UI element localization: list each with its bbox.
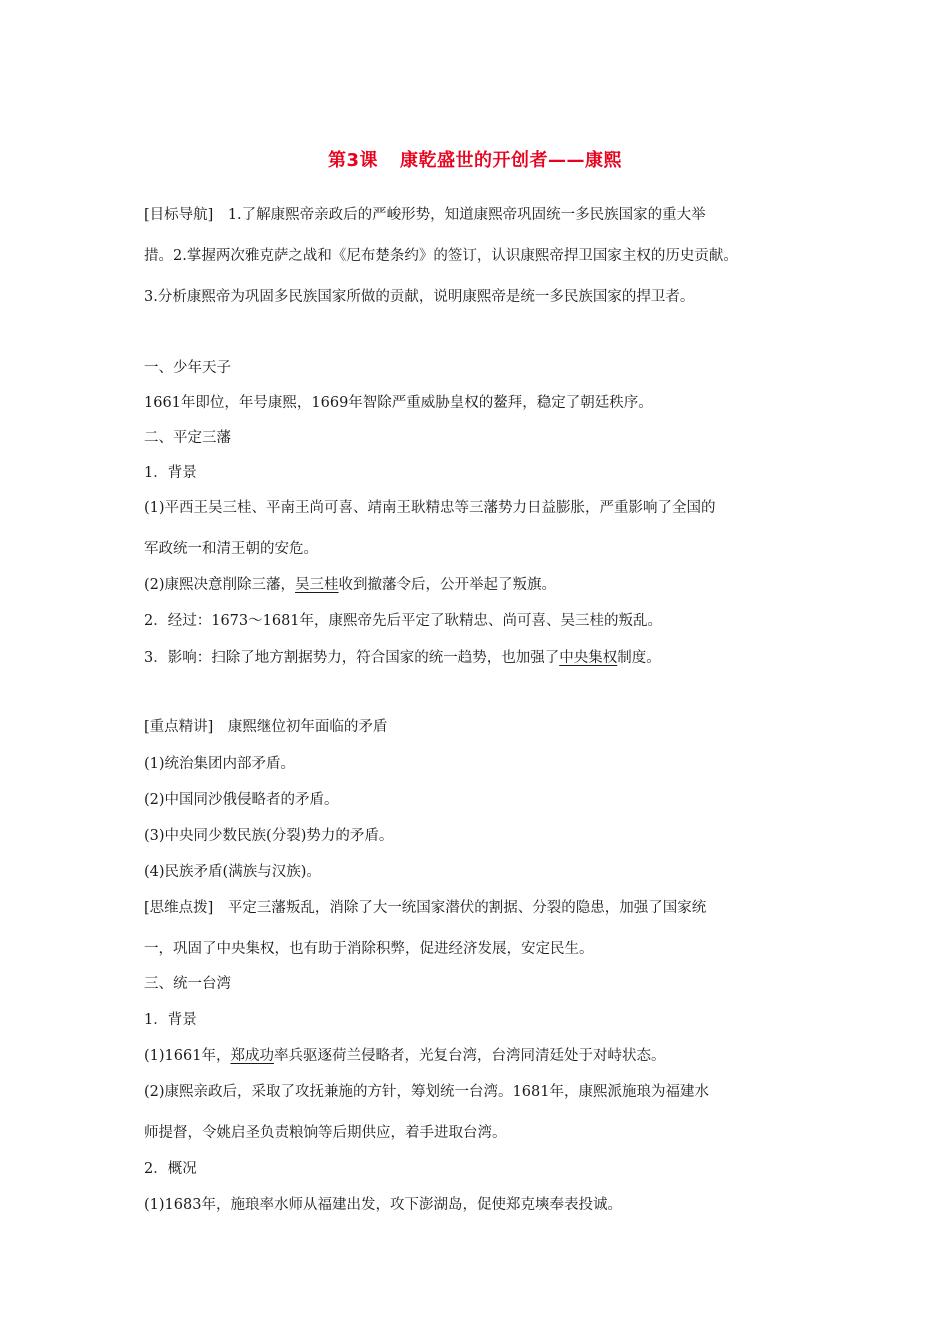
section-heading-2: 二、平定三藩 bbox=[144, 430, 231, 446]
thinking-tip-line-1: [思维点拨] 平定三藩叛乱，消除了大一统国家潜伏的割据、分裂的隐患，加强了国家统 bbox=[144, 900, 707, 916]
underlined-term: 吴三桂 bbox=[295, 577, 339, 593]
paragraph: (2)康熙决意削除三藩，吴三桂收到撤藩令后，公开举起了叛旗。 bbox=[144, 577, 557, 593]
paragraph: 师提督，令姚启圣负责粮饷等后期供应，着手进取台湾。 bbox=[144, 1125, 507, 1141]
paragraph: 3．影响：扫除了地方割据势力，符合国家的统一趋势，也加强了中央集权制度。 bbox=[144, 650, 661, 666]
goal-line-2: 措。2.掌握两次雅克萨之战和《尼布楚条约》的签订，认识康熙帝捍卫国家主权的历史贡献。 bbox=[144, 248, 738, 264]
subheading: 1．背景 bbox=[144, 1012, 197, 1028]
goal-line-3: 3.分析康熙帝为巩固多民族国家所做的贡献，说明康熙帝是统一多民族国家的捍卫者。 bbox=[144, 289, 695, 305]
paragraph: (1)平西王吴三桂、平南王尚可喜、靖南王耿精忠等三藩势力日益膨胀，严重影响了全国的 bbox=[144, 500, 716, 516]
goal-line-1: [目标导航] 1.了解康熙帝亲政后的严峻形势，知道康熙帝巩固统一多民族国家的重大举 bbox=[144, 207, 706, 223]
paragraph: 1661年即位，年号康熙，1669年智除严重威胁皇权的鳌拜，稳定了朝廷秩序。 bbox=[144, 395, 653, 411]
section-heading-1: 一、少年天子 bbox=[144, 360, 231, 376]
list-item: (1)统治集团内部矛盾。 bbox=[144, 756, 296, 772]
subheading: 1．背景 bbox=[144, 465, 197, 481]
paragraph: 军政统一和清王朝的安危。 bbox=[144, 541, 318, 557]
paragraph: 2．经过：1673～1681年，康熙帝先后平定了耿精忠、尚可喜、吴三桂的叛乱。 bbox=[144, 613, 663, 629]
lesson-topic: 康乾盛世的开创者——康熙 bbox=[400, 150, 623, 171]
paragraph: (1)1683年，施琅率水师从福建出发，攻下澎湖岛，促使郑克塽奉表投诚。 bbox=[144, 1197, 622, 1213]
list-item: (4)民族矛盾(满族与汉族)。 bbox=[144, 864, 321, 880]
key-point-heading: [重点精讲] 康熙继位初年面临的矛盾 bbox=[144, 719, 388, 735]
lesson-title bbox=[0, 146, 950, 172]
thinking-tip-line-2: 一，巩固了中央集权，也有助于消除积弊，促进经济发展，安定民生。 bbox=[144, 941, 594, 957]
section-heading-3: 三、统一台湾 bbox=[144, 976, 231, 992]
underlined-term: 郑成功 bbox=[230, 1048, 274, 1064]
list-item: (2)中国同沙俄侵略者的矛盾。 bbox=[144, 792, 339, 808]
lesson-number: 第3课 bbox=[327, 150, 379, 171]
list-item: (3)中央同少数民族(分裂)势力的矛盾。 bbox=[144, 828, 394, 844]
paragraph: (2)康熙亲政后，采取了攻抚兼施的方针，筹划统一台湾。1681年，康熙派施琅为福建水 bbox=[144, 1084, 709, 1100]
subheading: 2．概况 bbox=[144, 1161, 197, 1177]
underlined-term: 中央集权 bbox=[559, 650, 618, 666]
paragraph: (1)1661年，郑成功率兵驱逐荷兰侵略者，光复台湾，台湾同清廷处于对峙状态。 bbox=[144, 1048, 666, 1064]
